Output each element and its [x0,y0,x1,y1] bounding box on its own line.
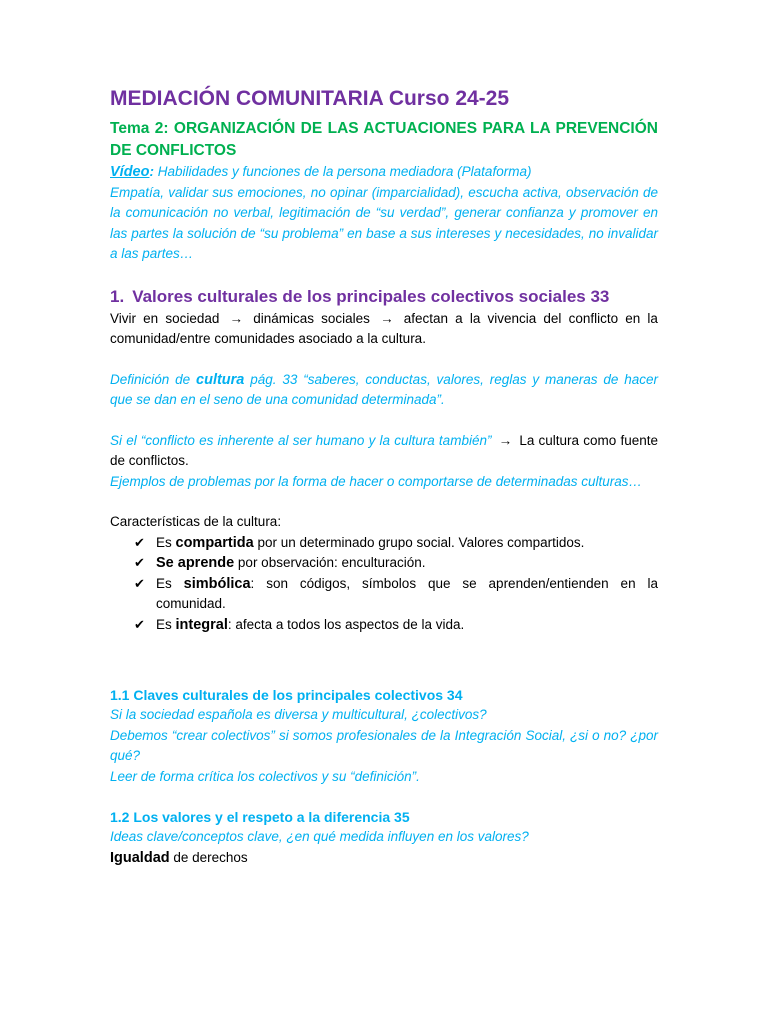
characteristic-text: : afecta a todos los aspectos de la vida. [227,616,465,632]
video-line [110,162,658,183]
video-label: Vídeo [110,164,150,180]
section-1-intro [110,309,658,350]
video-colon: : [149,164,154,179]
checkmark-icon: ✔ [134,534,145,550]
intro-part-b: dinámicas sociales [253,310,370,326]
video-text: Habilidades y funciones de la persona mediadora (Plataforma) [153,164,532,179]
section-1-1-question-2: Debemos “crear colectivos” si somos profesionales de la Integración Social, ¿si o no? ¿por qué? [110,727,658,763]
intro-part-a: Vivir en sociedad [110,310,220,326]
equality-line [110,848,658,869]
characteristic-keyword: simbólica [183,575,251,592]
section-1-2-ideas: Ideas clave/conceptos clave, ¿en qué medida influyen en los valores? [110,829,529,844]
examples-line: Ejemplos de problemas por la forma de hacer o comportarse de determinadas culturas… [110,473,643,489]
checkmark-icon: ✔ [134,555,145,570]
characteristic-item [134,553,658,574]
definition-text: pág. 33 “saberes, conductas, valores, reglas y maneras de hacer que se dan en el seno de una comunidad determinada”. [110,371,658,407]
characteristic-keyword: Se aprende [156,555,235,571]
checkmark-icon: ✔ [134,575,145,591]
characteristics-list [110,533,658,636]
checkmark-icon: ✔ [134,616,145,632]
characteristic-keyword: integral [175,616,228,633]
characteristic-prefix: Es [156,534,176,550]
section-1-1-question-3: Leer de forma crítica los colectivos y su “definición”. [110,768,420,784]
characteristic-keyword: compartida [175,534,254,551]
conflict-quote: Si el “conflicto es inherente al ser humano y la cultura también” [110,432,492,448]
conflict-conclusion: La cultura como fuente de conflictos. [110,432,658,468]
definition-prefix: Definición de [110,371,197,387]
video-summary: Empatía, validar sus emociones, no opinar (imparcialidad), escucha activa, observación de la comunicación no verbal, legitimación de “su verdad”, generar confianza y promover en las partes la solución de “su problema” en base a sus intereses y necesidades, no invalidar a las partes… [110,184,658,261]
characteristic-item [134,615,658,636]
document-subtitle: Tema 2: ORGANIZACIÓN DE LAS ACTUACIONES PARA LA PREVENCIÓN DE CONFLICTOS [110,120,658,159]
characteristic-text: por un determinado grupo social. Valores compartidos. [253,534,585,550]
arrow-icon: → [229,310,244,326]
section-1-2-heading: 1.2 Los valores y el respeto a la diferencia 35 [110,809,410,825]
culture-definition [110,370,658,411]
document-content [110,84,658,868]
characteristic-text: : son códigos, símbolos que se aprenden/entienden en la comunidad. [156,575,658,611]
conflict-culture-line [110,431,658,472]
section-1-heading [110,285,658,309]
arrow-icon: → [498,432,513,448]
section-1-1-heading: 1.1 Claves culturales de los principales colectivos 34 [110,687,463,703]
characteristics-heading: Características de la cultura: [110,514,282,529]
definition-keyword: cultura [196,371,245,388]
characteristic-prefix: Es [156,616,176,632]
equality-text: de derechos [169,849,248,865]
characteristic-item [134,574,658,615]
equality-keyword: Igualdad [110,849,170,866]
characteristic-prefix: Es [156,575,184,591]
section-1-1-question-1: Si la sociedad española es diversa y multicultural, ¿colectivos? [110,707,487,722]
document-title: MEDIACIÓN COMUNITARIA Curso 24-25 [110,87,510,110]
intro-part-c: afectan a la vivencia del conflicto en la comunidad/entre comunidades asociado a la cultura. [110,310,658,346]
characteristic-text: por observación: enculturación. [234,555,426,570]
section-1-title: Valores culturales de los principales colectivos sociales 33 [132,286,610,306]
arrow-icon: → [380,310,394,326]
characteristic-item [134,533,658,554]
section-1-number: 1. [110,286,125,306]
